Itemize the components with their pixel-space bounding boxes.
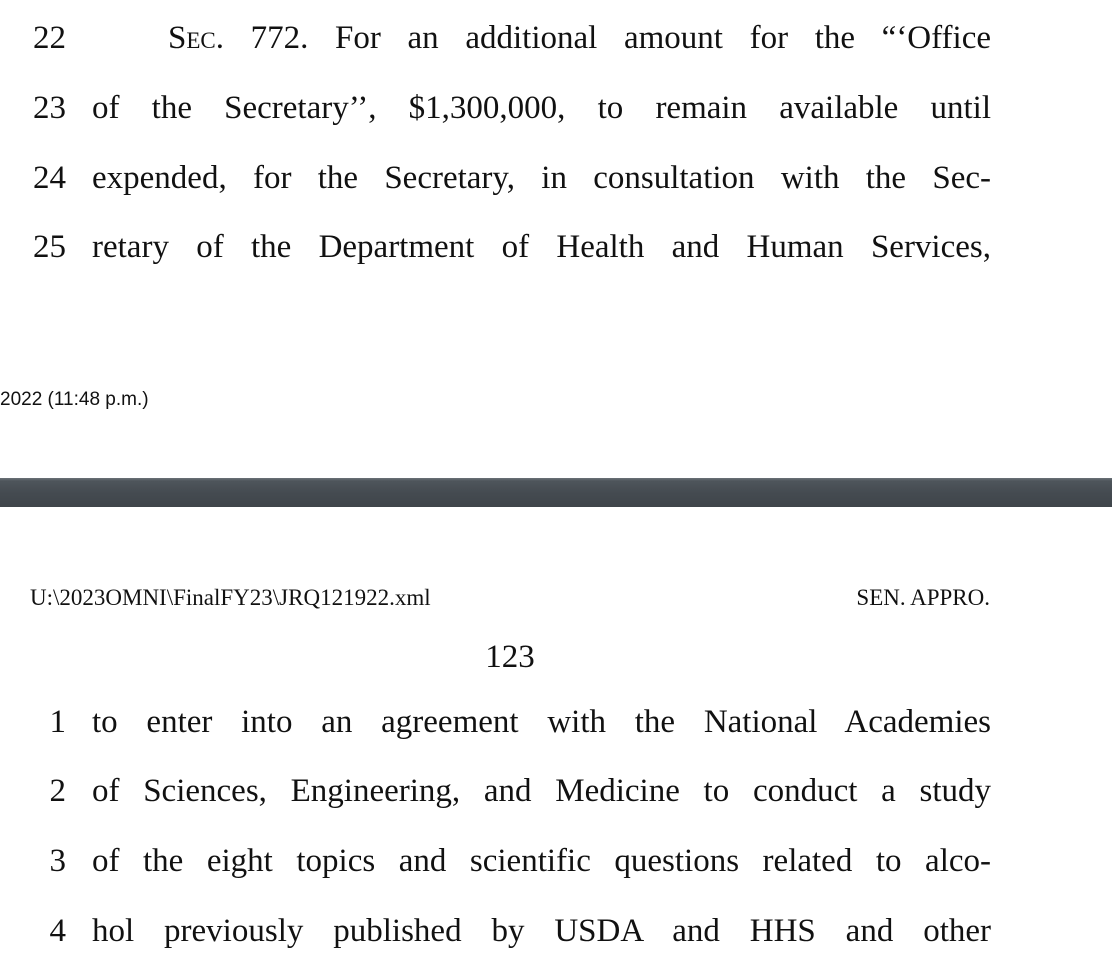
section-label: Sec	[168, 20, 216, 56]
document-page-top	[0, 0, 1112, 478]
line-text: of the eight topics and scientific questions related to alco-	[92, 843, 991, 879]
line-text: expended, for the Secretary, in consultation with the Sec-	[92, 160, 991, 196]
bill-line	[0, 13, 1112, 63]
header-committee: SEN. APPRO.	[856, 585, 990, 610]
line-text: to enter into an agreement with the National Academies	[92, 704, 991, 740]
line-text: of Sciences, Engineering, and Medicine to conduct a study	[92, 773, 991, 809]
line-number: 24	[33, 160, 66, 196]
line-text	[168, 13, 991, 63]
line-text-rest: . 772. For an additional amount for the “‘Office	[215, 20, 991, 56]
bill-line	[0, 222, 1112, 272]
page-number: 123	[485, 639, 535, 675]
bill-line	[0, 766, 1112, 816]
header-file-path: U:\2023OMNI\FinalFY23\JRQ121922.xml	[30, 585, 431, 610]
line-number: 23	[33, 90, 66, 126]
line-number: 4	[49, 913, 66, 949]
bill-line	[0, 697, 1112, 747]
line-number: 25	[33, 229, 66, 265]
line-text: of the Secretary’’, $1,300,000, to remain available until	[92, 90, 991, 126]
line-text: hol previously published by USDA and HHS and other	[92, 913, 991, 949]
line-number: 22	[33, 20, 66, 56]
footer-timestamp: 2022 (11:48 p.m.)	[0, 389, 149, 410]
bill-line	[0, 83, 1112, 133]
line-number: 3	[49, 843, 66, 879]
document-page-bottom	[0, 507, 1112, 972]
bill-line	[0, 836, 1112, 886]
bill-line	[0, 906, 1112, 956]
line-text: retary of the Department of Health and Human Services,	[92, 229, 991, 265]
line-number: 1	[49, 704, 66, 740]
bill-line	[0, 153, 1112, 203]
line-number: 2	[49, 773, 66, 809]
page-separator	[0, 478, 1112, 507]
